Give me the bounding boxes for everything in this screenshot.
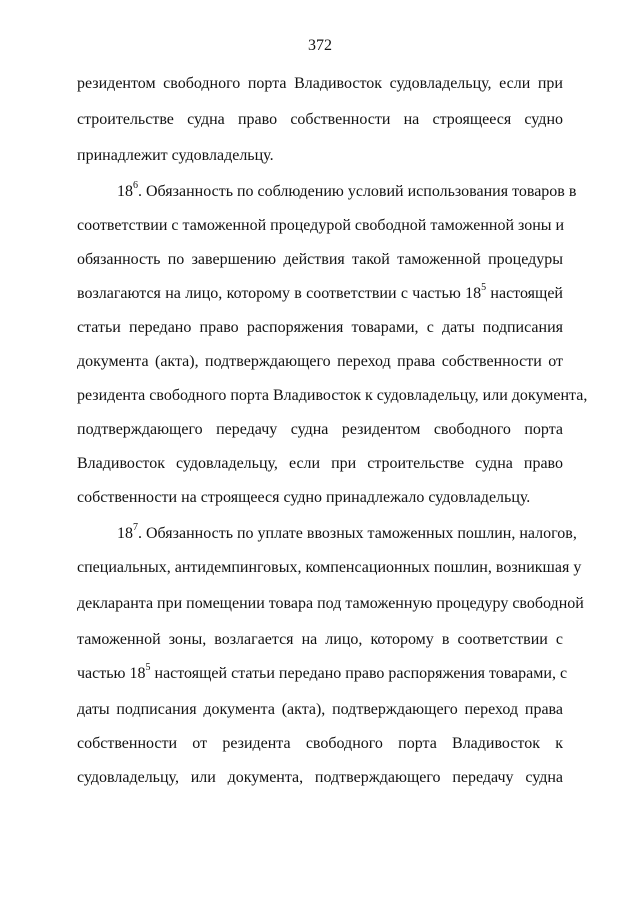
text-segment: частью 18	[77, 665, 146, 682]
clause-superscript: 7	[133, 521, 138, 533]
text-line	[77, 281, 563, 304]
clause-number: 18	[117, 525, 133, 542]
text-line: Владивосток судовладельцу, если при строительстве судна право	[77, 455, 563, 472]
text-line: подтверждающего передачу судна резидентом свободного порта	[77, 421, 563, 438]
text-line: резидента свободного порта Владивосток к судовладельцу, или документа,	[77, 387, 588, 404]
text-segment: настоящей	[486, 285, 563, 302]
text-line: документа (акта), подтверждающего переход права собственности от	[77, 353, 563, 370]
reference-superscript: 5	[481, 281, 487, 293]
text-segment: настоящей статьи передано право распоряжения товарами, с	[150, 665, 568, 682]
text-line: строительстве судна право собственности на строящееся судно	[77, 111, 563, 128]
text-line: обязанность по завершению действия такой таможенной процедуры	[77, 251, 563, 268]
text-line: собственности от резидента свободного порта Владивосток к	[77, 735, 563, 752]
clause-superscript: 6	[133, 179, 138, 191]
text-line	[77, 661, 568, 684]
text-line: специальных, антидемпинговых, компенсационных пошлин, возникшая у	[77, 559, 582, 576]
reference-superscript: 5	[145, 661, 151, 673]
paragraph-first-line	[117, 521, 577, 544]
text-segment: . Обязанность по уплате ввозных таможенных пошлин, налогов,	[138, 525, 577, 542]
text-segment: . Обязанность по соблюдению условий использования товаров в	[138, 183, 577, 200]
text-line: даты подписания документа (акта), подтверждающего переход права	[77, 701, 563, 718]
text-line: собственности на строящееся судно принадлежало судовладельцу.	[77, 489, 531, 506]
paragraph-first-line	[117, 179, 577, 202]
text-segment: возлагаются на лицо, которому в соответствии с частью 18	[77, 285, 482, 302]
text-line: соответствии с таможенной процедурой свободной таможенной зоны и	[77, 217, 565, 234]
text-line: декларанта при помещении товара под таможенную процедуру свободной	[77, 595, 584, 612]
text-line: резидентом свободного порта Владивосток судовладельцу, если при	[77, 75, 563, 92]
text-line: статьи передано право распоряжения товарами, с даты подписания	[77, 319, 563, 336]
text-line: судовладельцу, или документа, подтверждающего передачу судна	[77, 769, 563, 786]
text-line: таможенной зоны, возлагается на лицо, которому в соответствии с	[77, 631, 563, 648]
text-line: принадлежит судовладельцу.	[77, 147, 274, 164]
clause-number: 18	[117, 183, 133, 200]
page-number: 372	[308, 37, 332, 54]
